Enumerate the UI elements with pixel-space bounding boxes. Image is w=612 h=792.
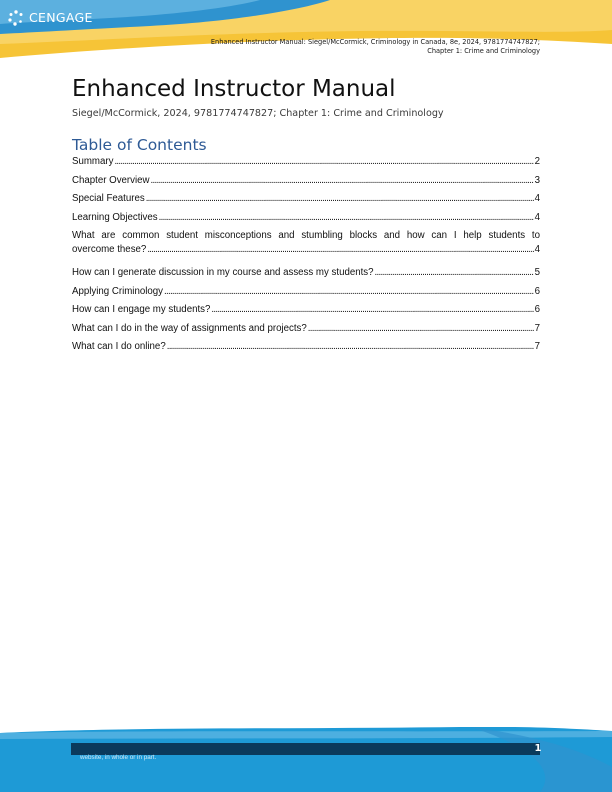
page-number: 1 bbox=[534, 743, 542, 754]
toc-leader-dots bbox=[164, 285, 534, 299]
toc-leader-dots bbox=[151, 174, 534, 188]
logo-wordmark: CENGAGE bbox=[29, 10, 93, 25]
cengage-logo bbox=[7, 9, 93, 27]
toc-entry-label[interactable]: Chapter Overview bbox=[72, 174, 150, 186]
toc-leader-dots bbox=[375, 266, 534, 280]
document-subtitle: Siegel/McCormick, 2024, 9781774747827; Chapter 1: Crime and Criminology bbox=[72, 108, 444, 119]
toc-entry-learning-objectives[interactable] bbox=[72, 211, 540, 230]
running-head-line: Chapter 1: Crime and Criminology bbox=[427, 47, 540, 55]
toc-heading: Table of Contents bbox=[72, 136, 207, 154]
toc-entry-label[interactable]: Special Features bbox=[72, 193, 145, 204]
toc-entry-applying-criminology[interactable] bbox=[72, 285, 540, 304]
toc-page-number[interactable]: 7 bbox=[534, 322, 540, 334]
toc-page-number[interactable]: 6 bbox=[534, 285, 540, 297]
cengage-burst-icon bbox=[7, 9, 25, 27]
toc-page-number[interactable]: 4 bbox=[534, 211, 540, 223]
toc-leader-dots bbox=[308, 322, 534, 336]
toc-leader-dots bbox=[167, 340, 534, 354]
toc-entry-summary[interactable] bbox=[72, 155, 540, 174]
toc-page-number[interactable]: 5 bbox=[534, 267, 540, 278]
toc-entry-label[interactable]: overcome these? bbox=[72, 244, 147, 255]
toc-page-number[interactable]: 2 bbox=[534, 156, 540, 167]
toc-entry-special-features[interactable] bbox=[72, 192, 540, 211]
toc-leader-dots bbox=[211, 303, 533, 317]
toc-entry-label[interactable]: What are common student misconceptions and stumbling blocks and how can I help students to bbox=[72, 230, 540, 241]
toc-page-number[interactable]: 4 bbox=[534, 244, 540, 255]
toc-entry-label[interactable]: What can I do online? bbox=[72, 341, 166, 352]
toc-entry-assignments[interactable] bbox=[72, 322, 540, 341]
toc-entry-label[interactable]: Summary bbox=[72, 156, 114, 167]
toc-entry-discussion[interactable] bbox=[72, 266, 540, 285]
toc-leader-dots bbox=[147, 243, 533, 257]
toc-page-number[interactable]: 3 bbox=[534, 174, 540, 186]
toc-page-number[interactable]: 6 bbox=[534, 304, 540, 315]
toc-entry-label[interactable]: Learning Objectives bbox=[72, 211, 158, 223]
toc-entry-online[interactable] bbox=[72, 340, 540, 359]
running-head-line: Enhanced Instructor Manual: Siegel/McCormick, Criminology in Canada, 8e, 2024, 9781774747827; bbox=[210, 38, 540, 46]
toc-leader-dots bbox=[159, 211, 534, 225]
toc-entry-label[interactable]: How can I engage my students? bbox=[72, 304, 211, 315]
toc-entry-label[interactable]: What can I do in the way of assignments and projects? bbox=[72, 322, 307, 334]
toc-entry-engage-students[interactable] bbox=[72, 303, 540, 322]
toc-page-number[interactable]: 7 bbox=[534, 341, 540, 352]
toc-entry-label[interactable]: Applying Criminology bbox=[72, 285, 163, 297]
running-head bbox=[211, 38, 540, 56]
toc-page-number[interactable]: 4 bbox=[534, 193, 540, 204]
footer-note: website, in whole or in part. bbox=[80, 754, 157, 761]
toc-leader-dots bbox=[146, 192, 534, 206]
toc-entry-chapter-overview[interactable] bbox=[72, 174, 540, 193]
toc-entry-label[interactable]: How can I generate discussion in my course and assess my students? bbox=[72, 267, 374, 278]
toc-leader-dots bbox=[114, 155, 533, 169]
toc-entry-misconceptions[interactable] bbox=[72, 229, 540, 266]
table-of-contents bbox=[72, 155, 540, 359]
document-title: Enhanced Instructor Manual bbox=[72, 76, 396, 102]
